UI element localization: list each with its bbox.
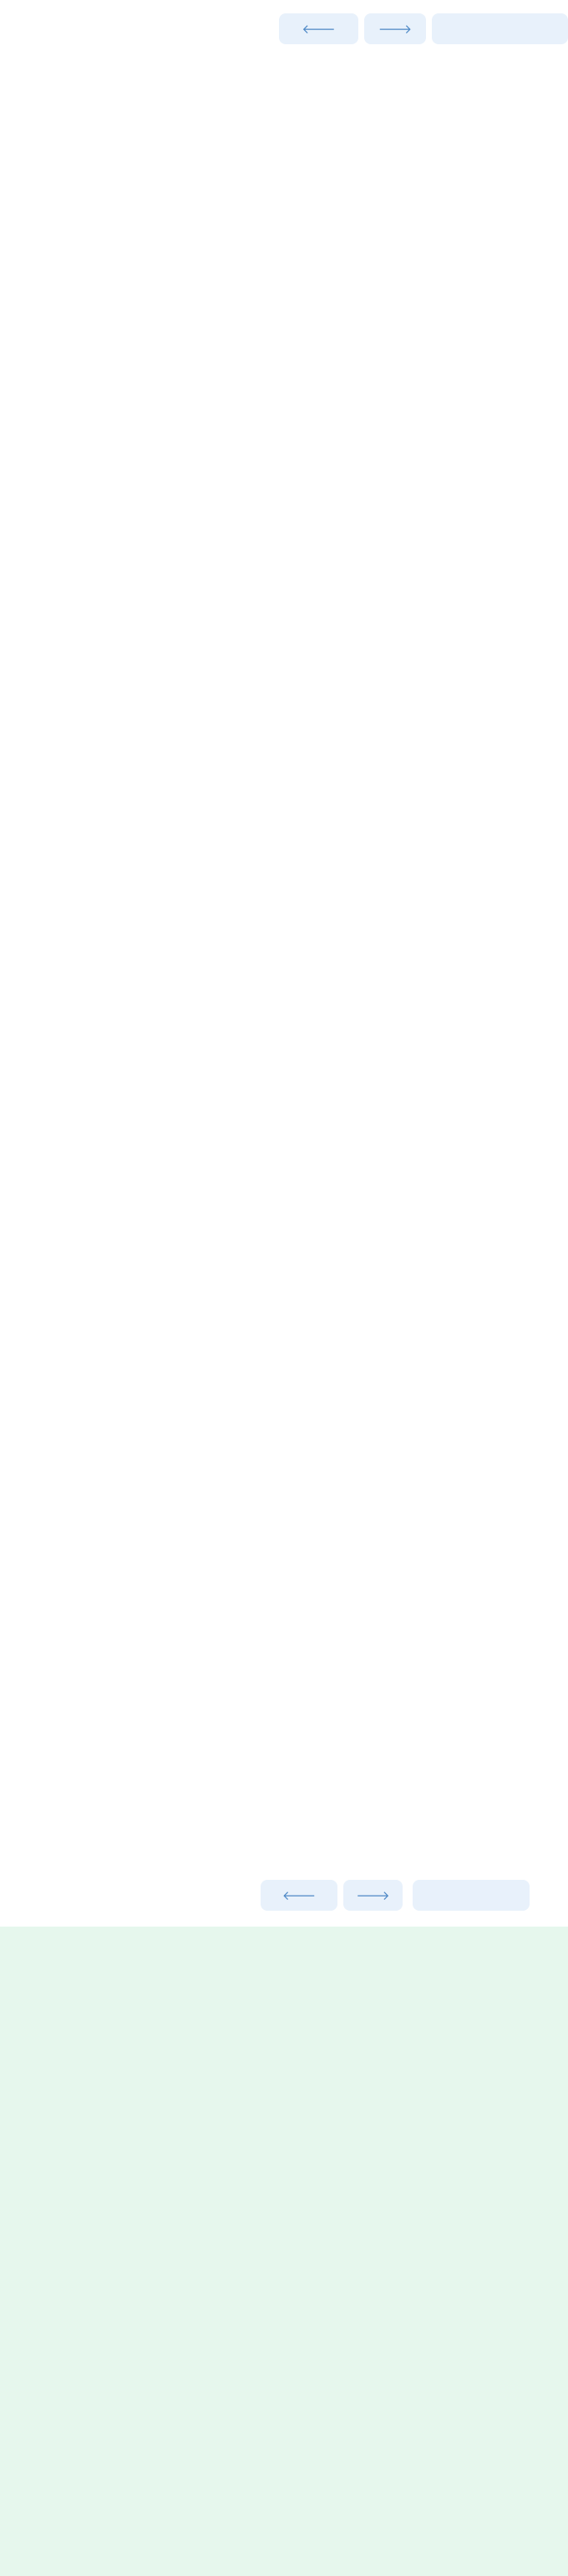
arrow-right-icon: 🡒 (378, 23, 413, 37)
exercise-panel-repeat (0, 1866, 568, 2576)
solution-text-highlighted (0, 1927, 568, 2576)
arrow-left-icon: 🡐 (302, 23, 336, 37)
arrow-left-icon: 🡐 (281, 1889, 317, 1903)
exercise-header-repeat (0, 1866, 568, 1925)
next-exercise-button-repeat[interactable] (343, 1880, 403, 1911)
arrow-right-icon: 🡒 (356, 1889, 390, 1903)
all-exercises-button-repeat[interactable] (413, 1880, 530, 1911)
prev-exercise-button-repeat[interactable] (261, 1880, 337, 1911)
